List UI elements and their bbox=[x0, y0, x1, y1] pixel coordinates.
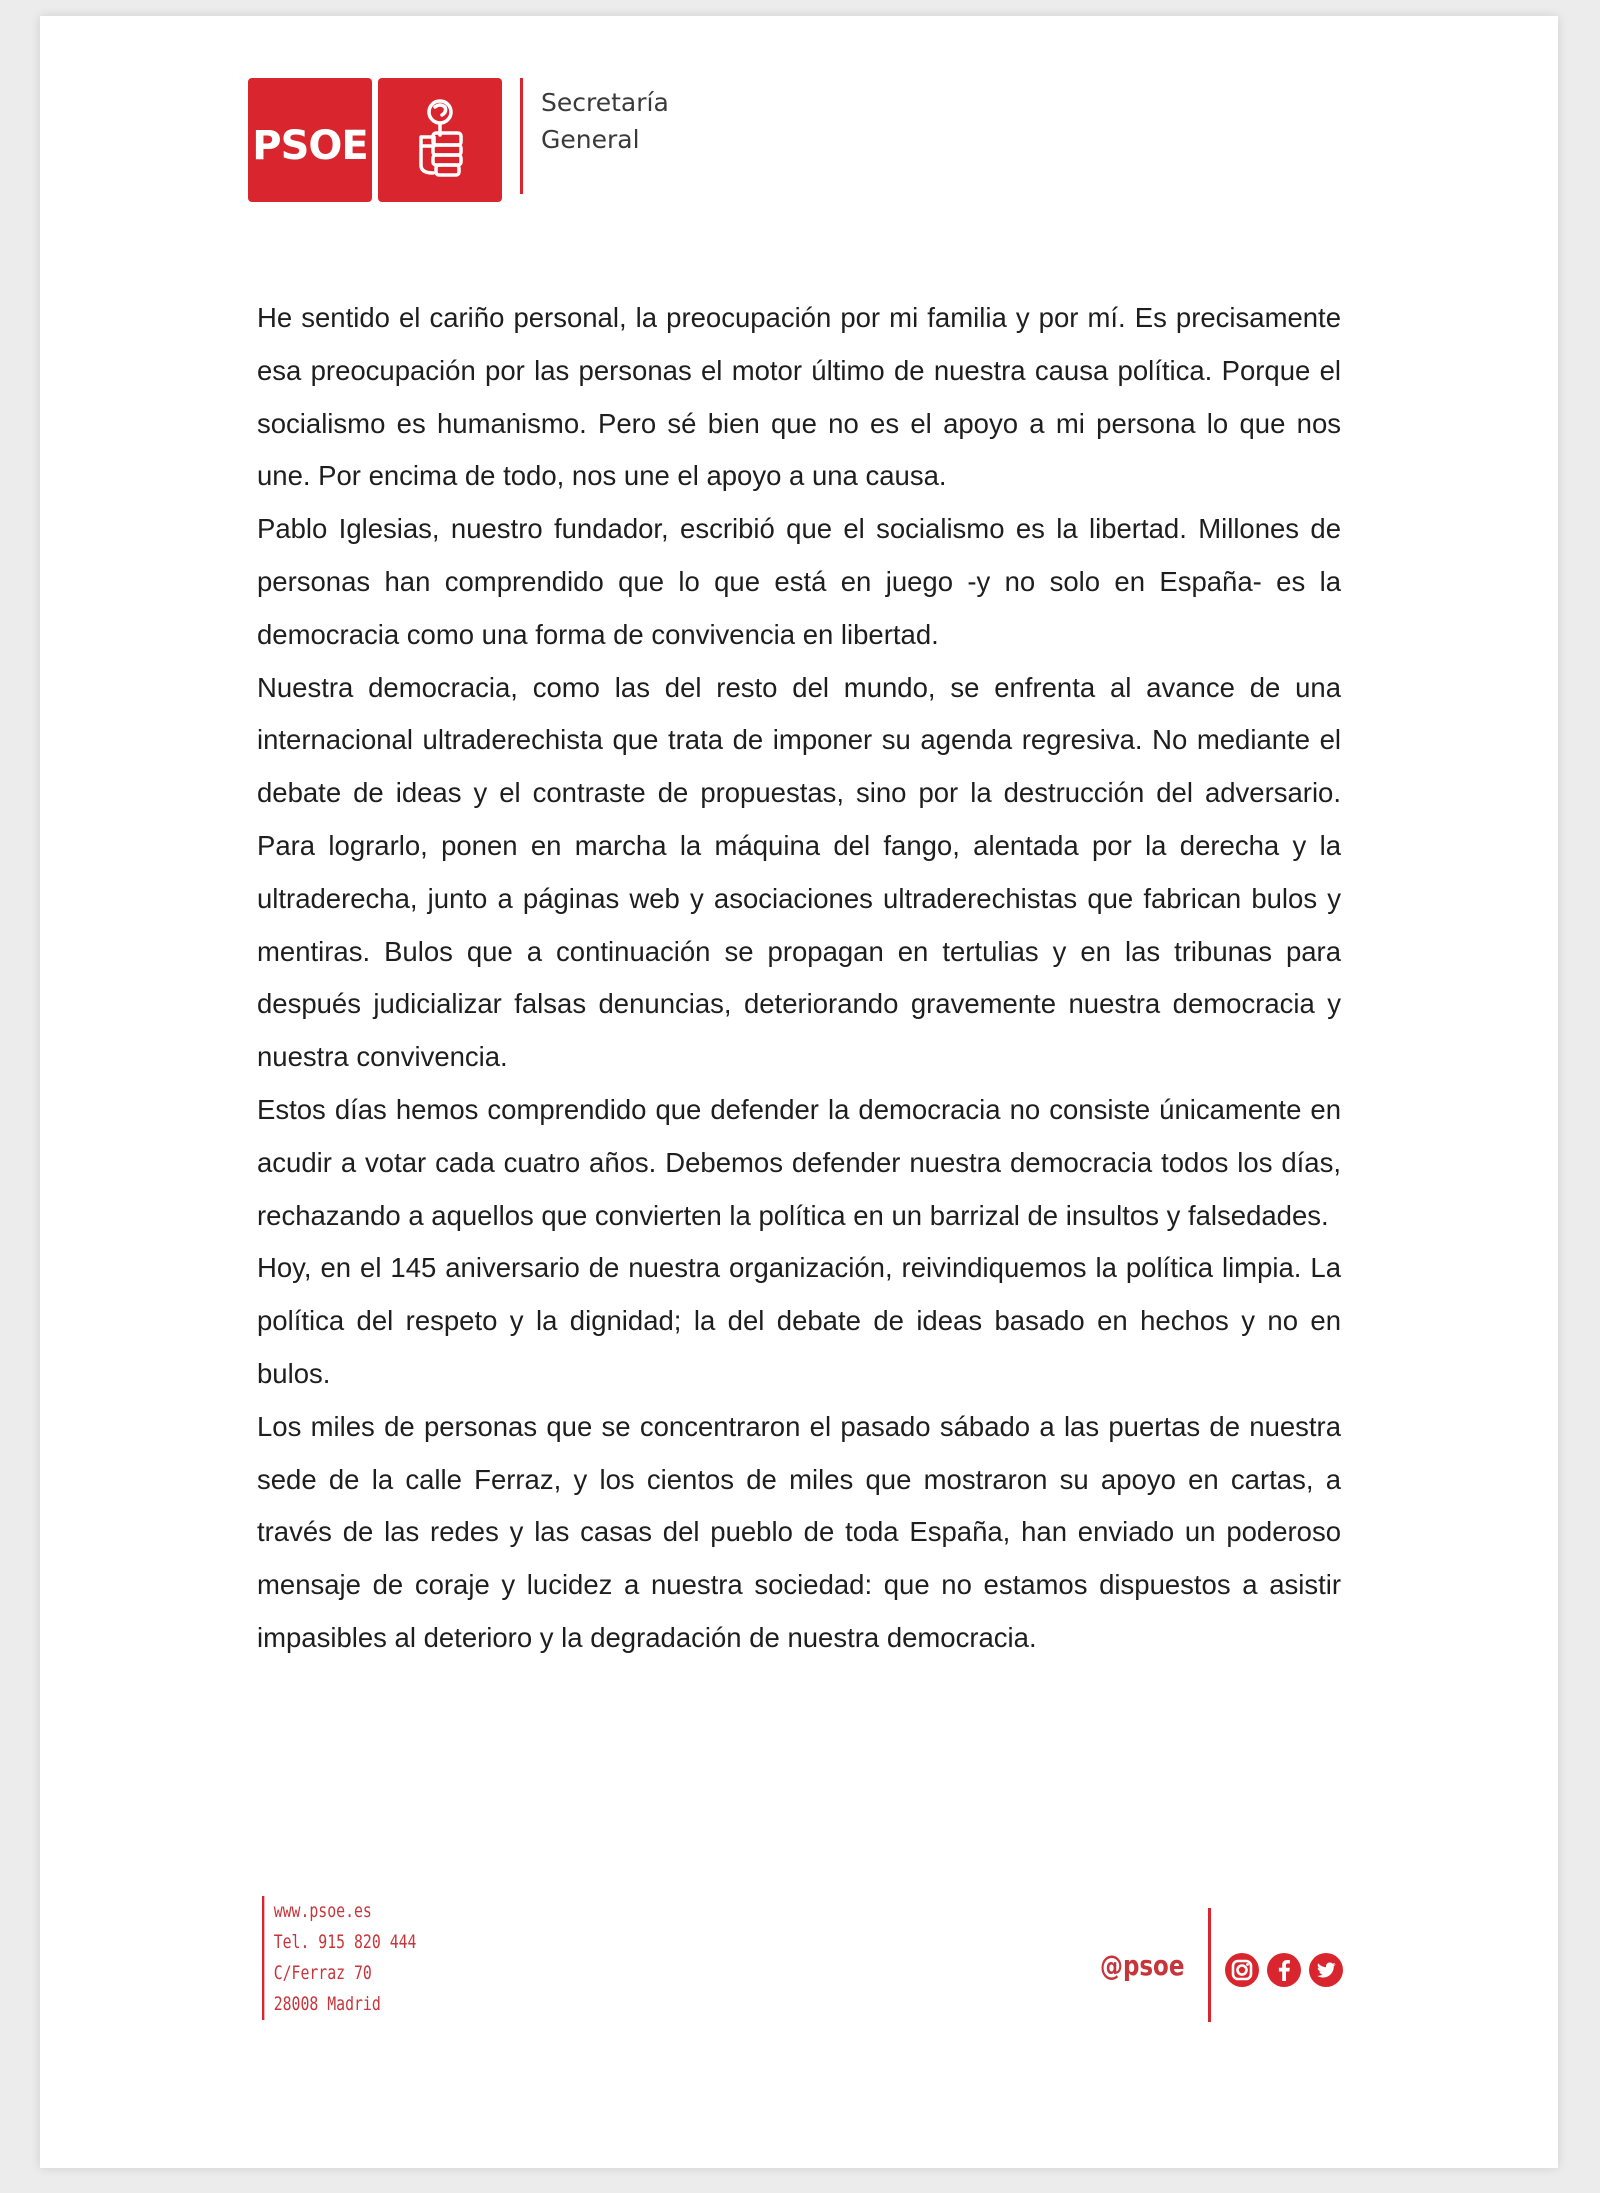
contact-block bbox=[262, 1896, 416, 2020]
psoe-logo bbox=[248, 78, 669, 202]
paragraph: Estos días hemos comprendido que defender la democracia no consiste únicamente en acudir a votar cada cuatro años. Debemos defender nuestra democracia todos los días, rechazando a aquellos que convierten la política en un barrizal de insultos y falsedades. bbox=[257, 1093, 1341, 1231]
street-address: C/Ferraz 70 bbox=[273, 1962, 372, 1984]
paragraph: Nuestra democracia, como las del resto del mundo, se enfrenta al avance de una internacional ultraderechista que trata de imponer su agenda regresiva. No mediante el debate de ideas y el contraste de propuestas, sino por la destrucción del adversario. Para lograrlo, ponen en marcha la máquina del fango, alentada por la derecha y la ultraderecha, junto a páginas web y asociaciones ultraderechistas que fabrican bulos y mentiras. Bulos que a continuación se propagan en tertulias y en las tribunas para después judicializar falsas denuncias, deteriorando gravemente nuestra democracia y nuestra convivencia. bbox=[257, 671, 1341, 1073]
instagram-icon[interactable] bbox=[1224, 1952, 1260, 1988]
rose-fist-icon bbox=[378, 78, 502, 202]
paragraph: Pablo Iglesias, nuestro fundador, escribió que el socialismo es la libertad. Millones de personas han comprendido que lo que está en juego -y no solo en España- es la democracia como una forma de convivencia en libertad. bbox=[257, 513, 1341, 650]
letter-page bbox=[40, 16, 1558, 2168]
phone-number: Tel. 915 820 444 bbox=[273, 1931, 417, 1953]
paragraph: Hoy, en el 145 aniversario de nuestra organización, reivindiquemos la política limpia. La política del respeto y la dignidad; la del debate de ideas basado en hechos y no en bulos. bbox=[257, 1252, 1341, 1389]
facebook-icon[interactable] bbox=[1266, 1952, 1302, 1988]
logo-divider bbox=[520, 78, 523, 194]
paragraph: Los miles de personas que se concentraron el pasado sábado a las puertas de nuestra sede de la calle Ferraz, y los cientos de miles que mostraron su apoyo en cartas, a través de las redes y las casas del pueblo de toda España, han enviado un poderoso mensaje de coraje y lucidez a nuestra sociedad: que no estamos dispuestos a asistir impasibles al deterioro y la degradación de nuestra democracia. bbox=[257, 1410, 1341, 1653]
social-icons bbox=[1224, 1952, 1344, 1988]
subtitle-line-1: Secretaría bbox=[541, 88, 669, 117]
twitter-icon[interactable] bbox=[1308, 1952, 1344, 1988]
city-address: 28008 Madrid bbox=[273, 1993, 381, 2015]
letter-body bbox=[257, 292, 1341, 1665]
subtitle-line-2: General bbox=[541, 125, 640, 154]
footer-divider bbox=[1208, 1908, 1211, 2022]
paragraph: He sentido el cariño personal, la preocupación por mi familia y por mí. Es precisamente esa preocupación por las personas el motor último de nuestra causa política. Porque el socialismo es humanismo. Pero sé bien que no es el apoyo a mi persona lo que nos une. Por encima de todo, nos une el apoyo a una causa. bbox=[257, 302, 1341, 492]
social-handle[interactable]: @psoe bbox=[1100, 1949, 1185, 1982]
logo-subtitle bbox=[541, 78, 669, 202]
website-link[interactable]: www.psoe.es bbox=[273, 1900, 372, 1922]
logo-wordmark: PSOE bbox=[248, 78, 372, 202]
